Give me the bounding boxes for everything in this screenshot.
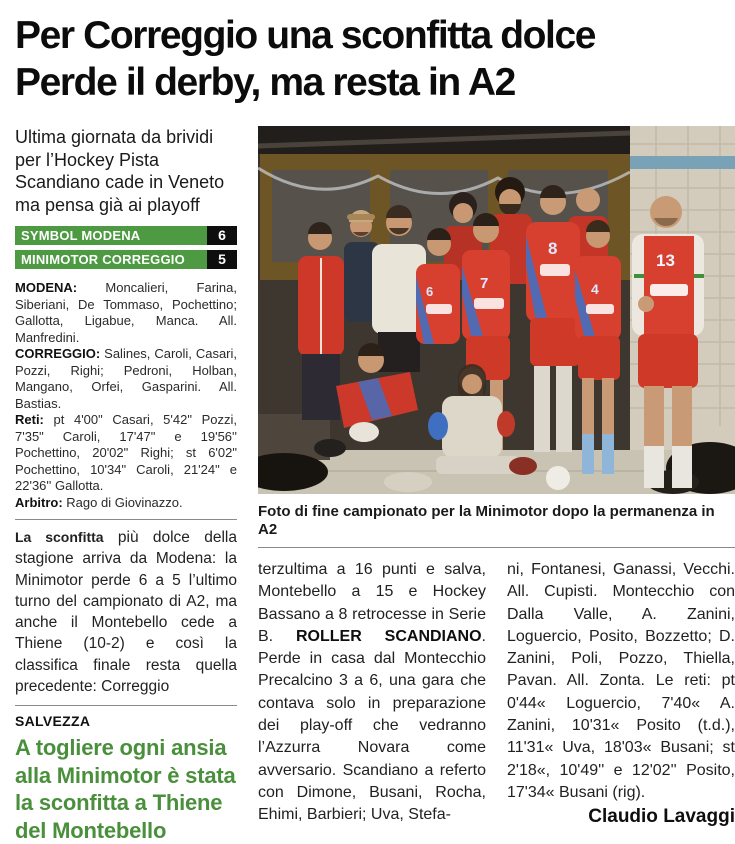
team-photo <box>258 126 735 494</box>
salvezza-headline: A togliere ogni ansia alla Minimotor è stata la sconfitta a Thiene del Montebello <box>15 735 236 843</box>
salvezza-kicker: SALVEZZA <box>15 713 91 730</box>
referee <box>15 495 237 512</box>
jersey-number-6: 6 <box>426 284 434 299</box>
divider-caption <box>258 547 735 548</box>
standfirst: Ultima giornata da brividi per l’Hockey Pista Scandiano cade in Veneto ma pensa già ai playoff <box>15 127 225 215</box>
referee-label: Arbitro: <box>15 494 63 510</box>
article-col1-subhead: ROLLER SCANDIANO <box>296 627 482 645</box>
article-col1-seg1: terzultima a 16 punti e salva, Montebello a 15 e Hockey Bassano a 8 retrocesse in Serie B. <box>258 561 486 645</box>
photo-caption: Foto di fine campionato per la Minimotor dopo la permanenza in A2 <box>258 503 715 538</box>
article-column-2 <box>507 559 735 829</box>
article-col1-seg2: . Perde in casa dal Montecchio Precalcino 3 a 6, una gara che contava solo in preparazione dei play-off che vedranno l’Azzurra Novara come avversario. Scandiano a referto con Dimone, Busani, Rocha, Ehimi, Barbieri; Uva, Stefa- <box>258 627 486 824</box>
jersey-number-8: 8 <box>548 239 558 258</box>
article-col2-text: ni, Fontanesi, Ganassi, Vecchi. All. Cupisti. Montecchio con Dalla Valle, A. Zanini, Loguercio, Posito, Bozzetto; D. Zanini, Poli, Pozzo, Thiella, Pavan. All. Zonta. Le reti: pt 0'44« Loguercio, 7'40« A. Zanini, 10'31« Posito (t.d.), 11'31« Uva, 18'03« Busani; st 2'18«, 10'49'' e 12'02'' Posito, 17'34« Busani (rig). <box>507 561 735 801</box>
score-row-correggio <box>15 250 237 269</box>
lead-paragraph <box>15 527 237 697</box>
lineup-modena-label: MODENA: <box>15 280 78 295</box>
lineup-modena-text: Moncalieri, Farina, Siberiani, De Tommaso, Pochettino; Gallotta, Ligabue, Manca. All. Manfredini. <box>15 280 237 345</box>
goals-list <box>15 412 237 495</box>
team-name-correggio: MINIMOTOR CORREGGIO <box>15 250 207 269</box>
goals-text: pt 4'00" Casari, 5'42" Pozzi, 7'35" Caroli, 17'47" e 19'56'' Pochettino, 20'02" Righi; st 6'02" Pochettino, 10'34" Caroli, 21'24" e 22'36'' Gallotta. <box>15 412 237 493</box>
jersey-number-4: 4 <box>591 281 599 297</box>
scoreboard <box>15 226 237 269</box>
jersey-number-7: 7 <box>480 275 489 292</box>
score-correggio: 5 <box>207 250 237 269</box>
lineup-correggio <box>15 346 237 412</box>
referee-text: Rago di Giovinazzo. <box>62 494 183 510</box>
article-body <box>258 559 735 829</box>
goals-label: Reti: <box>15 412 44 427</box>
match-info <box>15 280 237 511</box>
score-row-modena <box>15 226 237 245</box>
team-photo-illustration <box>258 126 735 494</box>
headline-line-1: Per Correggio una sconfitta dolce <box>15 14 596 57</box>
jersey-number-13: 13 <box>656 251 675 270</box>
lineup-modena <box>15 280 237 346</box>
lineup-correggio-label: CORREGGIO: <box>15 346 101 361</box>
lead-paragraph-text: più dolce della stagione arriva da Modena: la Minimotor perde 6 a 5 l’ultimo turno del campionato di A2, ma anche il Montebello cede a Thiene (10-2) e così la classifica finale resta quella precedente: Correggio <box>15 529 237 696</box>
divider-salvezza <box>15 705 237 706</box>
score-modena: 6 <box>207 226 237 245</box>
lead-paragraph-bold: La sconfitta <box>15 529 104 545</box>
article-column-1 <box>258 559 486 829</box>
left-column <box>15 126 237 844</box>
main-column <box>258 126 735 844</box>
byline: Claudio Lavaggi <box>588 806 735 828</box>
lineup-correggio-text: Salines, Caroli, Casari, Pozzi, Righi; Pedroni, Holban, Mangano, Orfei, Gasparini. All. Bastias. <box>15 346 237 411</box>
article-headline <box>15 12 735 106</box>
headline-line-2: Perde il derby, ma resta in A2 <box>15 61 515 104</box>
team-name-modena: SYMBOL MODENA <box>15 226 207 245</box>
divider-top <box>15 519 237 520</box>
